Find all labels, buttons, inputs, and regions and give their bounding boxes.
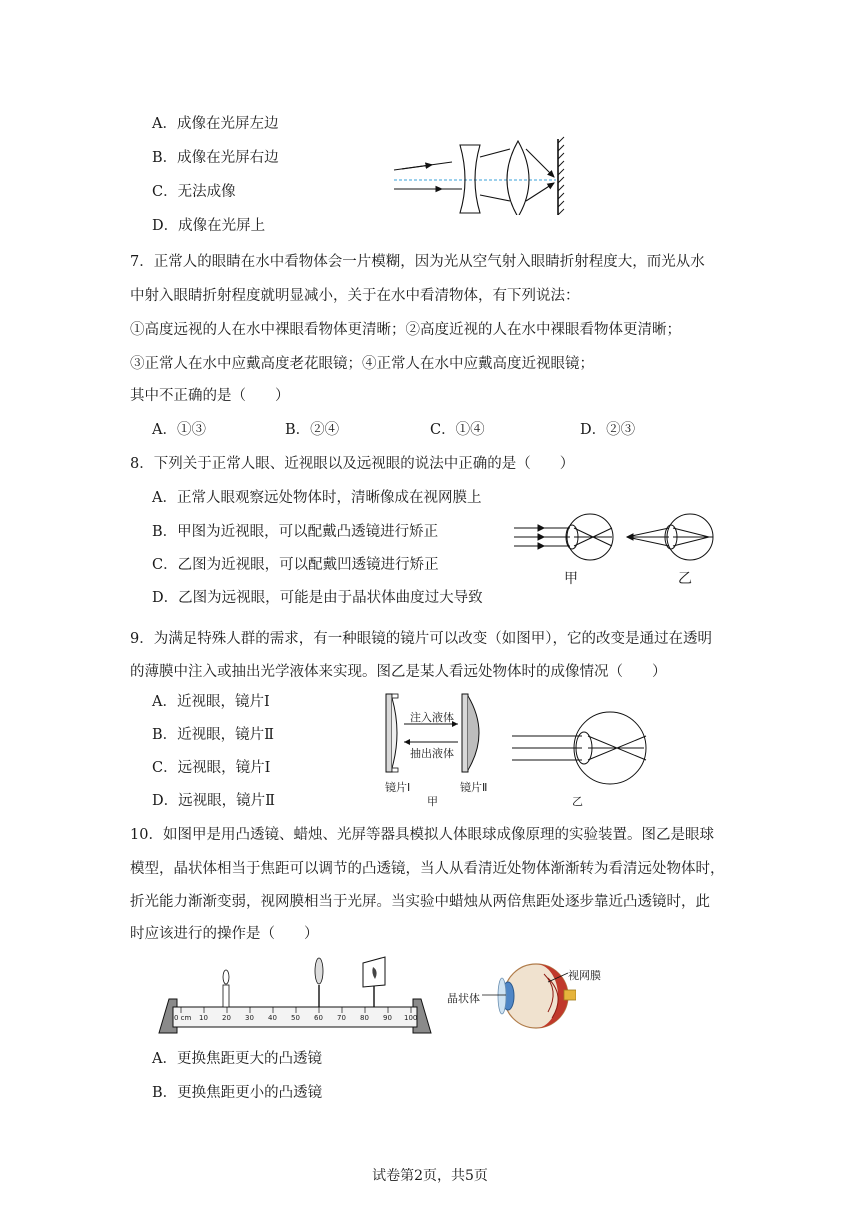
q7-stem-line2: 中射入眼睛折射程度就明显减小，关于在水中看清物体，有下列说法： [130,288,580,304]
q7-option-d: D．②③ [580,422,636,438]
q8-stem: 8．下列关于正常人眼、近视眼以及远视眼的说法中正确的是（ ） [130,456,575,472]
ruler-tick: 100 [404,1014,418,1022]
q9-stem-line1: 9．为满足特殊人群的需求，有一种眼镜的镜片可以改变（如图甲），它的改变是通过在透明 [130,631,712,647]
ruler-tick: 50 [291,1014,300,1022]
q9-option-c: C．远视眼，镜片Ⅰ [152,760,271,776]
ruler-tick: 80 [360,1014,369,1022]
q10-stem-line3: 折光能力渐渐变弱，视网膜相当于光屏。当实验中蜡烛从两倍焦距处逐步靠近凸透镜时，此 [130,894,710,910]
q10-stem-line1: 10．如图甲是用凸透镜、蜡烛、光屏等器具模拟人体眼球成像原理的实验装置。图乙是眼球 [130,827,714,843]
q7-statement-line2: ③正常人在水中应戴高度老花眼镜；④正常人在水中应戴高度近视眼镜； [130,356,594,372]
q10-retina-label: 视网膜 [568,969,601,982]
q7-question: 其中不正确的是（ ） [130,388,290,404]
q10-stem-line4: 时应该进行的操作是（ ） [130,926,319,942]
q9-option-b: B．近视眼，镜片Ⅱ [152,727,275,743]
q7-statement-line1: ①高度远视的人在水中裸眼看物体更清晰；②高度近视的人在水中裸眼看物体更清晰； [130,322,681,338]
q9-eye-diagram-yi [510,708,650,788]
q6-option-c: C．无法成像 [152,184,236,200]
q10-option-a: A．更换焦距更大的凸透镜 [152,1051,322,1067]
q7-stem-line1: 7．正常人的眼睛在水中看物体会一片模糊，因为光从空气射入眼睛折射程度大，而光从水 [130,254,705,270]
q6-option-a: A．成像在光屏左边 [152,116,279,132]
q9-option-d: D．远视眼，镜片Ⅱ [152,793,275,809]
q8-fig-label-yi: 乙 [678,571,692,587]
q8-eye-diagram-yi [625,510,720,572]
q7-option-b: B．②④ [285,422,340,438]
q8-fig-label-jia: 甲 [564,571,578,587]
q8-option-d: D．乙图为远视眼，可能是由于晶状体曲度过大导致 [152,590,483,606]
q10-lens-label: 晶状体 [447,992,480,1005]
q6-option-b: B．成像在光屏右边 [152,150,279,166]
q7-option-a: A．①③ [152,422,206,438]
q10-optical-bench [155,955,435,1037]
q10-leader-lines [478,968,578,998]
q6-option-d: D．成像在光屏上 [152,218,266,234]
page-footer: 试卷第2页，共5页 [372,1168,488,1184]
q7-option-c: C．①④ [430,422,485,438]
q8-eye-diagram-jia [512,510,622,572]
q9-stem-line2: 的薄膜中注入或抽出光学液体来实现。图乙是某人看远处物体时的成像情况（ ） [130,664,667,680]
ruler-tick: 40 [268,1014,277,1022]
q8-option-b: B．甲图为近视眼，可以配戴凸透镜进行矫正 [152,524,439,540]
q6-lens-diagram [392,135,572,215]
ruler-tick: 10 [199,1014,208,1022]
q8-option-a: A．正常人眼观察远处物体时，清晰像成在视网膜上 [152,490,482,506]
ruler-tick: 0 cm [174,1014,192,1022]
q9-inject-label: 注入液体 [410,711,454,724]
q9-extract-label: 抽出液体 [410,747,454,760]
q8-option-c: C．乙图为近视眼，可以配戴凹透镜进行矫正 [152,557,439,573]
q10-stem-line2: 模型，晶状体相当于焦距可以调节的凸透镜，当人从看清近处物体渐渐转为看清远处物体时， [130,861,725,877]
q9-fig-label-jia: 甲 [427,795,438,808]
ruler-tick: 90 [383,1014,392,1022]
q9-option-a: A．近视眼，镜片Ⅰ [152,694,270,710]
q9-lens2-label: 镜片Ⅱ [460,781,488,794]
ruler-tick: 60 [314,1014,323,1022]
q10-option-b: B．更换焦距更小的凸透镜 [152,1085,323,1101]
q9-fig-label-yi: 乙 [572,795,583,808]
ruler-tick: 20 [222,1014,231,1022]
q9-lens1-label: 镜片Ⅰ [385,781,411,794]
ruler-tick: 30 [245,1014,254,1022]
q9-lens-diagram-jia [380,690,500,776]
ruler-tick: 70 [337,1014,346,1022]
